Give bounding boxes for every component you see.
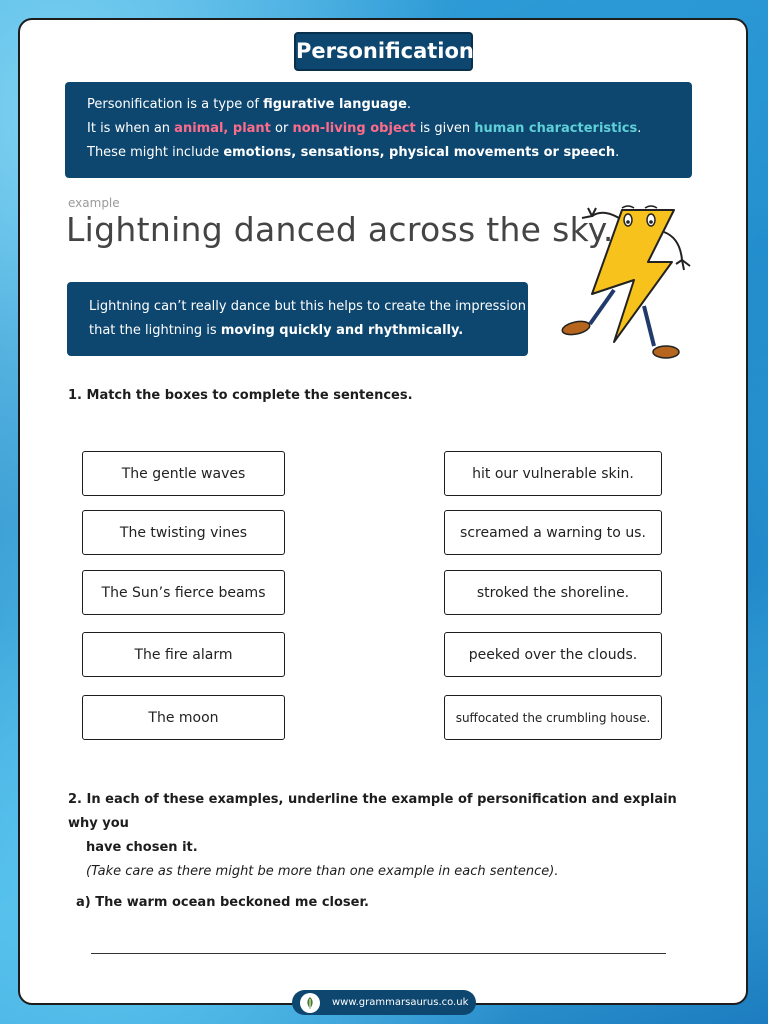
text-bold: figurative language xyxy=(263,97,407,112)
text-bold: moving quickly and rhythmically. xyxy=(220,323,464,338)
left-match-text: The twisting vines xyxy=(119,524,248,541)
text-span: . xyxy=(406,97,412,112)
left-match-text: The gentle waves xyxy=(121,465,246,482)
left-match-box[interactable] xyxy=(82,695,285,740)
left-match-box[interactable] xyxy=(82,632,285,677)
left-match-text: The moon xyxy=(148,709,219,726)
grammarsaurus-logo-icon xyxy=(300,993,320,1013)
page-title: Personification xyxy=(294,32,473,71)
text-span: Personification is a type of xyxy=(87,97,264,112)
definition-line-2 xyxy=(87,117,692,141)
question-a: a) The warm ocean beckoned me closer. xyxy=(76,895,369,910)
explanation-line-2 xyxy=(89,319,528,343)
right-match-text: stroked the shoreline. xyxy=(476,584,630,601)
explanation-line-1: Lightning can’t really dance but this helps to create the impression xyxy=(89,299,527,314)
text-span: . xyxy=(615,145,620,160)
right-match-text: peeked over the clouds. xyxy=(468,646,638,663)
question-2-line-1: 2. In each of these examples, underline the example of personification and explain why you xyxy=(68,792,677,831)
left-match-text: The Sun’s fierce beams xyxy=(101,584,266,601)
left-match-box[interactable] xyxy=(82,451,285,496)
question-2 xyxy=(68,788,708,884)
right-match-box[interactable] xyxy=(444,510,662,555)
example-explanation-box xyxy=(67,282,528,356)
footer-badge[interactable] xyxy=(292,990,476,1015)
example-sentence: Lightning danced across the sky. xyxy=(66,210,614,249)
highlight-animal-plant: animal, plant xyxy=(174,121,271,136)
definition-line-1 xyxy=(87,93,692,117)
definition-box xyxy=(65,82,692,178)
text-span: that the lightning is xyxy=(89,323,221,338)
right-match-text: hit our vulnerable skin. xyxy=(472,465,634,482)
lightning-character-icon xyxy=(552,198,702,366)
right-match-text: suffocated the crumbling house. xyxy=(455,710,651,725)
question-1: 1. Match the boxes to complete the sentences. xyxy=(68,388,413,403)
text-span: . xyxy=(637,121,642,136)
right-match-box[interactable] xyxy=(444,632,662,677)
left-match-box[interactable] xyxy=(82,570,285,615)
right-match-text: screamed a warning to us. xyxy=(460,524,646,541)
right-match-box[interactable] xyxy=(444,695,662,740)
text-span: or xyxy=(270,121,293,136)
text-span: These might include xyxy=(87,145,224,160)
footer-url[interactable]: www.grammarsaurus.co.uk xyxy=(332,997,469,1008)
definition-line-3 xyxy=(87,141,692,165)
highlight-non-living: non-living object xyxy=(292,121,416,136)
answer-line[interactable] xyxy=(91,953,666,954)
left-match-box[interactable] xyxy=(82,510,285,555)
text-span: It is when an xyxy=(87,121,175,136)
text-bold: emotions, sensations, physical movements or speech xyxy=(223,145,616,160)
question-2-note: (Take care as there might be more than one example in each sentence). xyxy=(86,864,559,879)
example-label: example xyxy=(68,196,120,210)
right-match-box[interactable] xyxy=(444,570,662,615)
left-match-text: The fire alarm xyxy=(134,646,233,663)
right-match-box[interactable] xyxy=(444,451,662,496)
text-span: is given xyxy=(415,121,475,136)
highlight-human: human characteristics xyxy=(474,121,638,136)
question-2-line-2: have chosen it. xyxy=(86,840,198,855)
